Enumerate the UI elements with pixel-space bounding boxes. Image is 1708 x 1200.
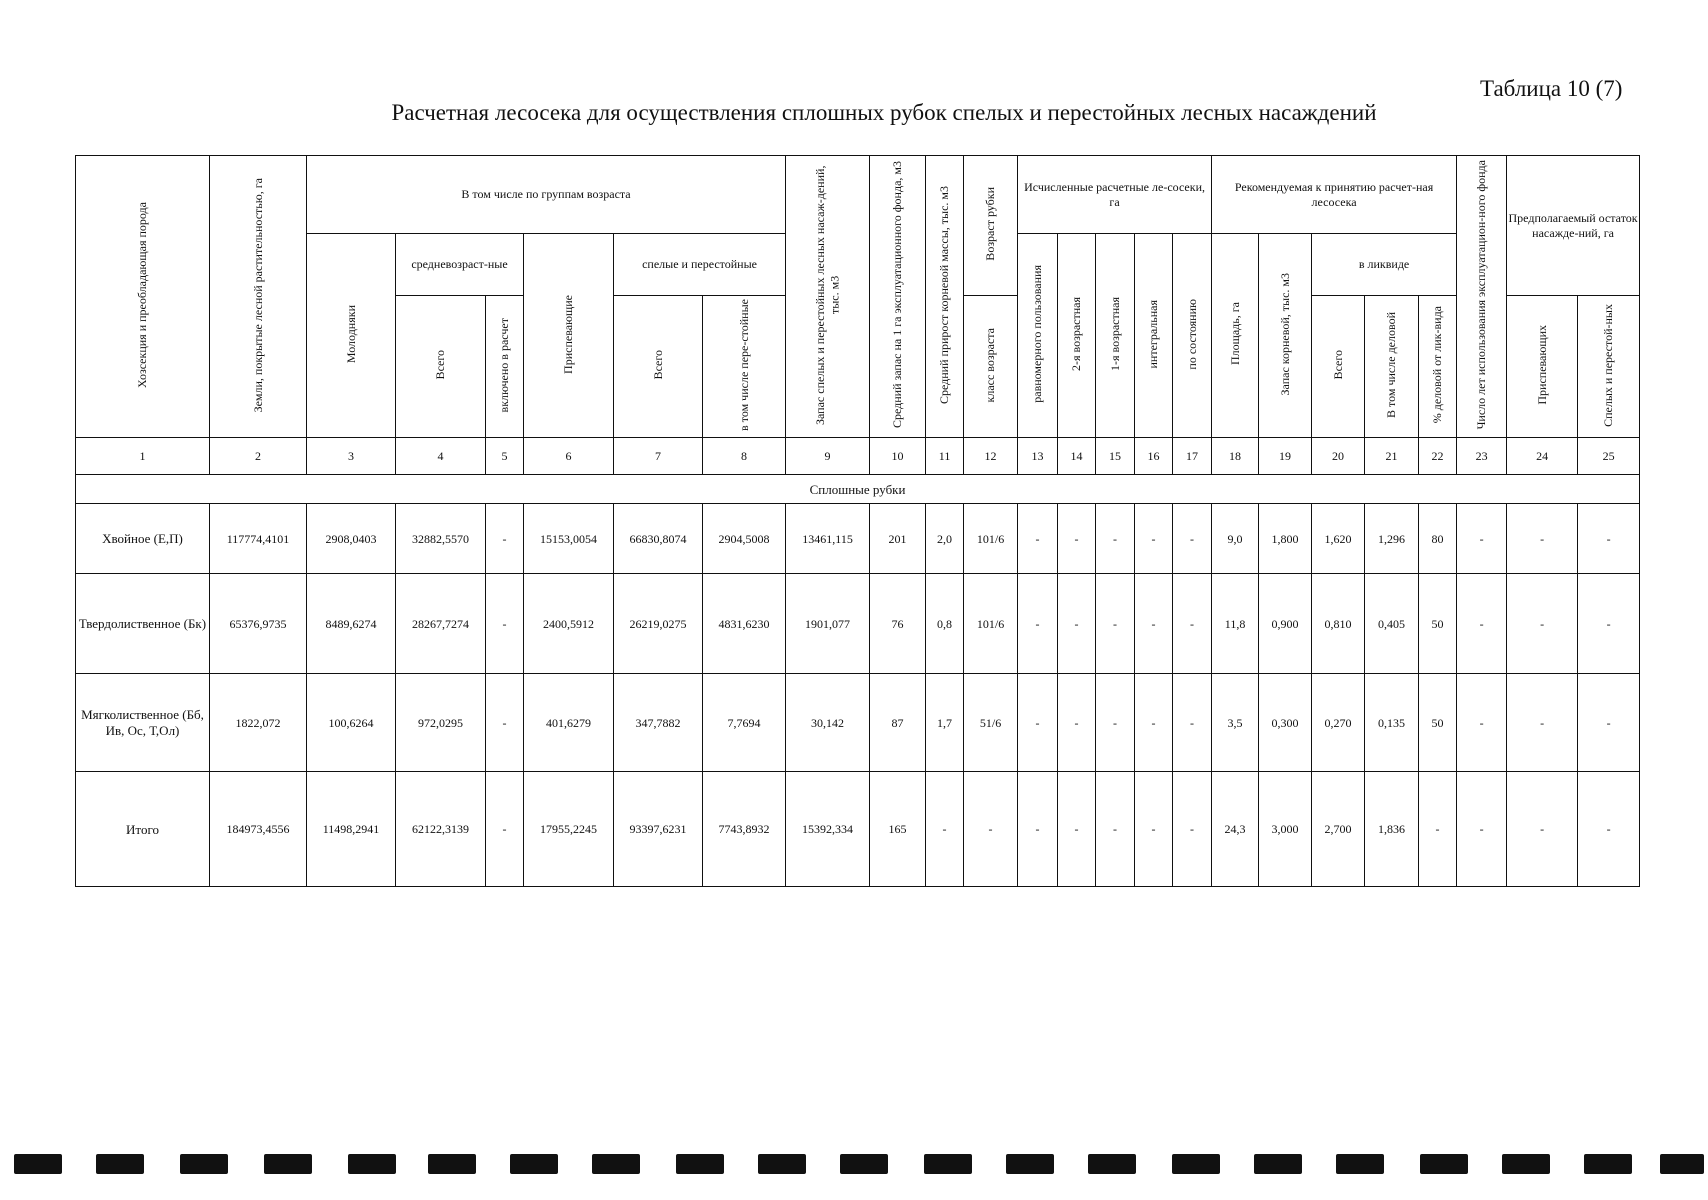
header-felling-age: Возраст рубки <box>964 156 1018 296</box>
table-cell: 80 <box>1419 504 1457 574</box>
table-cell: 51/6 <box>964 674 1018 772</box>
column-number: 16 <box>1135 438 1173 475</box>
felling-table <box>75 155 1640 887</box>
header-liquid: в ликвиде <box>1312 234 1457 296</box>
table-cell: - <box>1135 504 1173 574</box>
table-cell: - <box>486 772 524 887</box>
table-cell: 76 <box>870 574 926 674</box>
table-cell: 1,836 <box>1365 772 1419 887</box>
column-number: 22 <box>1419 438 1457 475</box>
column-number: 2 <box>210 438 307 475</box>
table-cell: - <box>1173 504 1212 574</box>
table-cell: - <box>486 674 524 772</box>
column-number: 18 <box>1212 438 1259 475</box>
column-number: 5 <box>486 438 524 475</box>
table-cell: - <box>1507 574 1578 674</box>
header-middle-aged: средневозраст-ные <box>396 234 524 296</box>
header-c25: Спелых и перестой-ных <box>1578 296 1640 438</box>
table-row <box>76 674 1640 772</box>
table-cell: - <box>1135 772 1173 887</box>
table-cell: 0,810 <box>1312 574 1365 674</box>
table-cell: 165 <box>870 772 926 887</box>
table-cell: 1,296 <box>1365 504 1419 574</box>
table-cell: 1,620 <box>1312 504 1365 574</box>
table-cell: 2400,5912 <box>524 574 614 674</box>
header-c2: Земли, покрытые лесной растительностью, га <box>210 156 307 438</box>
table-cell: 1822,072 <box>210 674 307 772</box>
header-c15: 1-я возрастная <box>1096 234 1135 438</box>
table-cell: 0,8 <box>926 574 964 674</box>
header-c5: включено в расчет <box>486 296 524 438</box>
header-c20: Всего <box>1312 296 1365 438</box>
header-c8: в том числе пере-стойные <box>703 296 786 438</box>
column-number: 20 <box>1312 438 1365 475</box>
row-name: Хвойное (Е,П) <box>76 504 210 574</box>
table-cell: - <box>1135 574 1173 674</box>
column-number: 17 <box>1173 438 1212 475</box>
table-cell: 7,7694 <box>703 674 786 772</box>
table-cell: - <box>926 772 964 887</box>
table-row <box>76 574 1640 674</box>
table-cell: 201 <box>870 504 926 574</box>
table-cell: - <box>486 574 524 674</box>
row-name: Мягколиственное (Бб, Ив, Ос, Т,Ол) <box>76 674 210 772</box>
table-cell: 2,700 <box>1312 772 1365 887</box>
column-number: 25 <box>1578 438 1640 475</box>
table-number: Таблица 10 (7) <box>1480 76 1623 101</box>
header-c11: Средний прирост корневой массы, тыс. м3 <box>926 156 964 438</box>
table-cell: - <box>1507 504 1578 574</box>
table-cell: 1901,077 <box>786 574 870 674</box>
table-cell: 0,135 <box>1365 674 1419 772</box>
table-cell: - <box>1457 674 1507 772</box>
table-cell: 17955,2245 <box>524 772 614 887</box>
table-cell: - <box>1457 574 1507 674</box>
table-cell: 4831,6230 <box>703 574 786 674</box>
row-name: Итого <box>76 772 210 887</box>
table-cell: - <box>1018 772 1058 887</box>
table-cell: - <box>1578 674 1640 772</box>
table-cell: 13461,115 <box>786 504 870 574</box>
header-remainder: Предполагаемый остаток насажде-ний, га <box>1507 156 1640 296</box>
header-c6: Приспевающие <box>524 234 614 438</box>
table-cell: 972,0295 <box>396 674 486 772</box>
column-number: 9 <box>786 438 870 475</box>
table-cell: - <box>1419 772 1457 887</box>
table-cell: - <box>1096 674 1135 772</box>
header-row-1 <box>76 156 1640 234</box>
table-cell: 401,6279 <box>524 674 614 772</box>
header-c12: класс возраста <box>964 296 1018 438</box>
table-cell: - <box>1173 674 1212 772</box>
table-cell: 11498,2941 <box>307 772 396 887</box>
table-cell: - <box>1507 772 1578 887</box>
table-cell: - <box>1096 504 1135 574</box>
table-cell: 7743,8932 <box>703 772 786 887</box>
table-cell: - <box>1135 674 1173 772</box>
table-cell: 15392,334 <box>786 772 870 887</box>
header-c18: Площадь, га <box>1212 234 1259 438</box>
table-cell: 93397,6231 <box>614 772 703 887</box>
table-cell: 0,270 <box>1312 674 1365 772</box>
data-rows <box>76 504 1640 887</box>
table-cell: 2904,5008 <box>703 504 786 574</box>
header-mature: спелые и перестойные <box>614 234 786 296</box>
table-cell: 65376,9735 <box>210 574 307 674</box>
table-cell: 24,3 <box>1212 772 1259 887</box>
table-cell: 9,0 <box>1212 504 1259 574</box>
column-number: 15 <box>1096 438 1135 475</box>
table-cell: 101/6 <box>964 504 1018 574</box>
header-c16: интегральная <box>1135 234 1173 438</box>
table-cell: 0,300 <box>1259 674 1312 772</box>
document-title: Расчетная лесосека для осуществления сплошных рубок спелых и перестойных лесных насаждений <box>391 100 1377 125</box>
column-number: 7 <box>614 438 703 475</box>
header-c1: Хозсекция и преобладающая порода <box>76 156 210 438</box>
column-number-row <box>76 438 1640 475</box>
header-c10: Средний запас на 1 га эксплуатационного фонда, м3 <box>870 156 926 438</box>
table-cell: - <box>1578 504 1640 574</box>
table-cell: 347,7882 <box>614 674 703 772</box>
table-cell: 101/6 <box>964 574 1018 674</box>
table-cell: - <box>1058 674 1096 772</box>
table-cell: 50 <box>1419 574 1457 674</box>
header-c19: Запас корневой, тыс. м3 <box>1259 234 1312 438</box>
table-cell: 184973,4556 <box>210 772 307 887</box>
table-cell: - <box>1058 772 1096 887</box>
table-cell: - <box>964 772 1018 887</box>
table-cell: - <box>1018 574 1058 674</box>
header-c4: Всего <box>396 296 486 438</box>
table-cell: - <box>1173 772 1212 887</box>
header-recommended: Рекомендуемая к принятию расчет-ная лесосека <box>1212 156 1457 234</box>
header-c9: Запас спелых и перестойных лесных насаж-дений, тыс. м3 <box>786 156 870 438</box>
scan-registration-marks <box>0 1154 1708 1176</box>
table-cell: 3,000 <box>1259 772 1312 887</box>
header-c22: % деловой от лик-вида <box>1419 296 1457 438</box>
table-cell: - <box>1507 674 1578 772</box>
header-c14: 2-я возрастная <box>1058 234 1096 438</box>
table-cell: - <box>1578 574 1640 674</box>
table-cell: - <box>486 504 524 574</box>
table-cell: 62122,3139 <box>396 772 486 887</box>
table-cell: 2,0 <box>926 504 964 574</box>
column-number: 24 <box>1507 438 1578 475</box>
table-cell: - <box>1457 504 1507 574</box>
table-cell: - <box>1578 772 1640 887</box>
table-cell: 28267,7274 <box>396 574 486 674</box>
table-row <box>76 504 1640 574</box>
header-c13: равномерного пользования <box>1018 234 1058 438</box>
header-age-groups: В том числе по группам возраста <box>307 156 786 234</box>
column-number: 4 <box>396 438 486 475</box>
table-cell: 100,6264 <box>307 674 396 772</box>
header-c7: Всего <box>614 296 703 438</box>
header-c21: В том числе деловой <box>1365 296 1419 438</box>
table-cell: 1,7 <box>926 674 964 772</box>
table-cell: 1,800 <box>1259 504 1312 574</box>
column-number: 1 <box>76 438 210 475</box>
column-number: 8 <box>703 438 786 475</box>
header-c17: по состоянию <box>1173 234 1212 438</box>
table-cell: 26219,0275 <box>614 574 703 674</box>
header-c3: Молодняки <box>307 234 396 438</box>
section-row <box>76 475 1640 504</box>
section-label: Сплошные рубки <box>76 475 1640 504</box>
table-cell: - <box>1096 574 1135 674</box>
column-number: 6 <box>524 438 614 475</box>
table-cell: 32882,5570 <box>396 504 486 574</box>
header-c23: Число лет использования эксплуатацион-ного фонда <box>1457 156 1507 438</box>
column-number: 12 <box>964 438 1018 475</box>
table-cell: - <box>1096 772 1135 887</box>
table-cell: 8489,6274 <box>307 574 396 674</box>
column-number: 19 <box>1259 438 1312 475</box>
table-cell: - <box>1018 504 1058 574</box>
row-name: Твердолиственное (Бк) <box>76 574 210 674</box>
table-cell: 30,142 <box>786 674 870 772</box>
table-cell: 117774,4101 <box>210 504 307 574</box>
header-calculated: Исчисленные расчетные ле-сосеки, га <box>1018 156 1212 234</box>
column-number: 21 <box>1365 438 1419 475</box>
column-number: 10 <box>870 438 926 475</box>
table-cell: 2908,0403 <box>307 504 396 574</box>
table-cell: - <box>1457 772 1507 887</box>
table-cell: 3,5 <box>1212 674 1259 772</box>
table-cell: 0,405 <box>1365 574 1419 674</box>
table-cell: - <box>1173 574 1212 674</box>
column-number: 13 <box>1018 438 1058 475</box>
table-cell: - <box>1018 674 1058 772</box>
table-cell: 50 <box>1419 674 1457 772</box>
table-cell: - <box>1058 574 1096 674</box>
table-cell: 66830,8074 <box>614 504 703 574</box>
header-c24: Приспевающих <box>1507 296 1578 438</box>
table-cell: 87 <box>870 674 926 772</box>
table-cell: - <box>1058 504 1096 574</box>
column-number: 14 <box>1058 438 1096 475</box>
table-cell: 11,8 <box>1212 574 1259 674</box>
table-cell: 15153,0054 <box>524 504 614 574</box>
column-number: 3 <box>307 438 396 475</box>
column-number: 23 <box>1457 438 1507 475</box>
table-cell: 0,900 <box>1259 574 1312 674</box>
table-row <box>76 772 1640 887</box>
column-number: 11 <box>926 438 964 475</box>
